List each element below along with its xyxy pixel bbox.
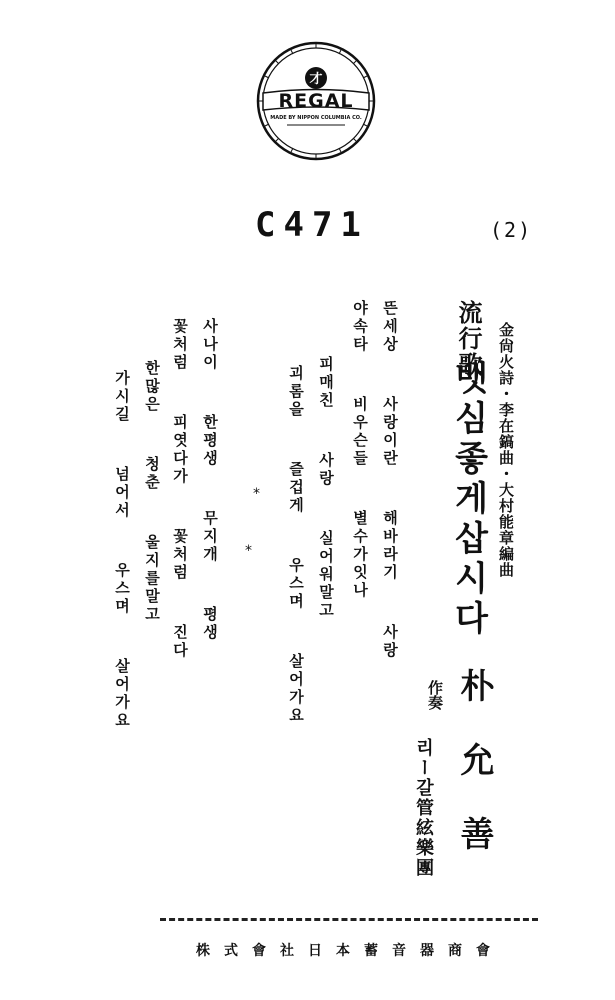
singer-name: 朴允善 [454,668,494,890]
performer-label: 作奏 [426,680,444,710]
company-name: 株式會社日本蓄音器商會 [196,943,504,959]
lyric-line: 가시길 넘어서 우스며 살어가요 [113,370,131,730]
song-title: 뱃심좋게삽시다 [448,360,488,640]
logo-ring-text: MADE BY NIPPON COLUMBIA CO. [270,115,362,121]
catalog-number: C471 [255,205,369,245]
composer-credits: 金尙火詩・李在鎬曲・大村能章編曲 [497,322,515,578]
lyric-line: 꽃처럼 피엿다가 꽃처럼 진다 [171,318,189,660]
footer-divider [160,918,538,921]
lyric-line: 야속타 비우슨들 별수가잇나 [351,300,369,600]
logo-emblem-text: 才 [309,72,323,87]
song-genre: 流行歌 [454,300,483,378]
lyric-line: 뜬세상 사랑이란 해바라기 사랑 [381,300,399,660]
regal-logo-graphic [255,40,377,162]
lyric-line: 사나이 한평생 무지개 평생 [201,318,219,642]
lyric-line: 한많은 청춘 울지를말고 [143,360,161,624]
orchestra-name: 리ー갈管絃樂團 [413,738,434,878]
logo-brand-text: REGAL [278,90,354,112]
regal-logo [255,40,377,162]
lyric-line: 괴롬을 즐겁게 우스며 살어가요 [287,365,305,725]
stanza-mark: * [253,486,260,502]
stanza-mark: * [245,543,252,559]
disc-side: (2) [490,218,533,242]
lyric-line: 피매친 사랑 실어워말고 [317,356,335,620]
